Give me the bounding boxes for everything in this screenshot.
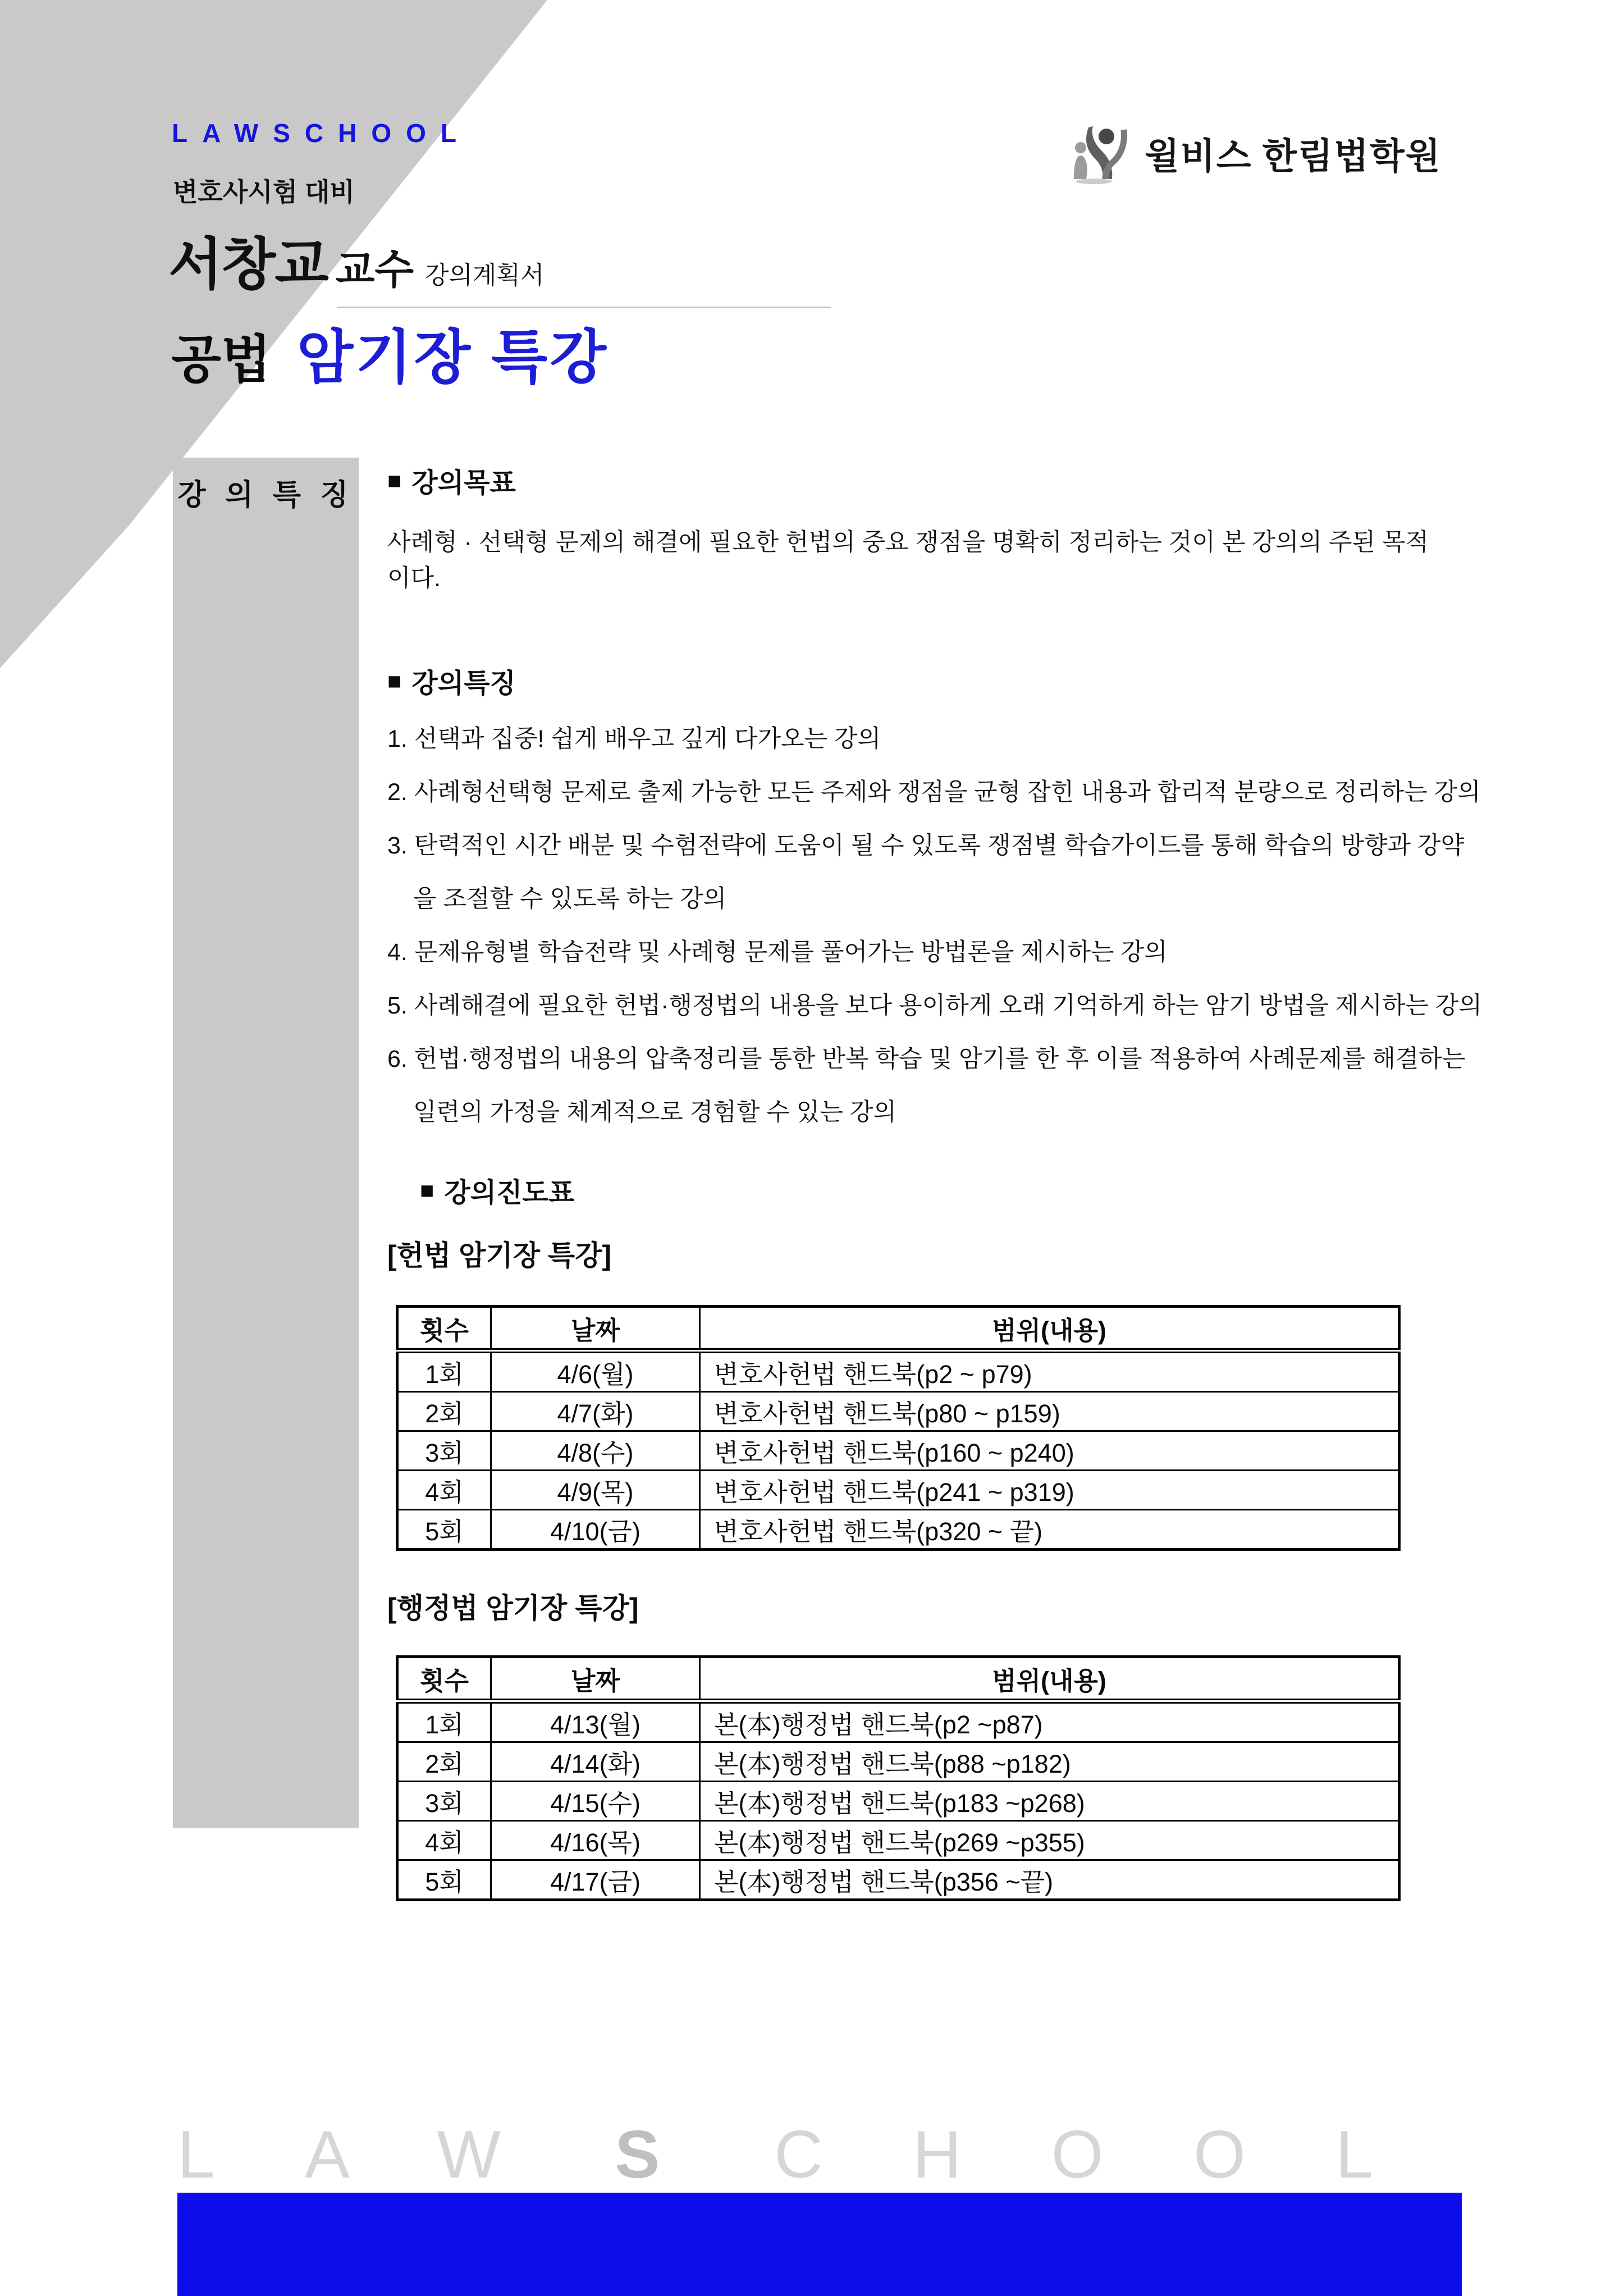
feature-line: 4. 문제유형별 학습전략 및 사례형 문제를 풀어가는 방법론을 제시하는 강의 bbox=[387, 939, 1168, 966]
table-row bbox=[397, 1782, 1399, 1821]
people-figures-logo-icon bbox=[1069, 121, 1137, 185]
feature-item bbox=[387, 979, 1483, 1033]
feature-item bbox=[387, 926, 1443, 979]
date-cell: 4/9(목) bbox=[491, 1471, 700, 1510]
table-row bbox=[397, 1431, 1399, 1471]
watermark-chool: CHOOL bbox=[774, 2117, 1463, 2192]
date-cell: 4/16(목) bbox=[491, 1821, 700, 1860]
course-title-row bbox=[171, 310, 609, 394]
lawschool-brand-text: LAWSCHOOL bbox=[172, 118, 471, 148]
lawschool-watermark bbox=[177, 2116, 1463, 2193]
square-bullet-icon: ■ bbox=[420, 1176, 434, 1203]
square-bullet-icon: ■ bbox=[387, 467, 402, 494]
column-header: 범위(내용) bbox=[700, 1657, 1399, 1701]
administrative-table-title: [행정법 암기장 특강] bbox=[387, 1592, 639, 1624]
goal-paragraph: 사례형 · 선택형 문제의 해결에 필요한 헌법의 중요 쟁점을 명확히 정리하는 것이 본 강의의 주된 목적이다. bbox=[387, 529, 1429, 592]
session-cell: 2회 bbox=[397, 1742, 491, 1782]
table-row bbox=[397, 1392, 1399, 1431]
administrative-progress-table bbox=[396, 1655, 1401, 1901]
section-heading-progress bbox=[420, 1171, 1443, 1209]
table-row bbox=[397, 1351, 1399, 1392]
professor-row bbox=[168, 219, 544, 300]
academy-logo bbox=[1069, 121, 1442, 185]
date-cell: 4/7(화) bbox=[491, 1392, 700, 1431]
table-row bbox=[397, 1471, 1399, 1510]
square-bullet-icon: ■ bbox=[387, 667, 402, 694]
professor-title: 교수 bbox=[335, 248, 414, 293]
range-cell: 본(本)행정법 핸드북(p183 ~p268) bbox=[700, 1782, 1399, 1821]
date-cell: 4/15(수) bbox=[491, 1782, 700, 1821]
section-heading-goal bbox=[387, 461, 1443, 500]
feature-item bbox=[387, 819, 1465, 926]
column-header: 횟수 bbox=[397, 1307, 491, 1351]
session-cell: 3회 bbox=[397, 1782, 491, 1821]
watermark-law: LAW bbox=[177, 2117, 591, 2192]
range-cell: 변호사헌법 핸드북(p160 ~ p240) bbox=[700, 1431, 1399, 1471]
constitution-table-title: [헌법 암기장 특강] bbox=[387, 1240, 612, 1271]
table-row bbox=[397, 1860, 1399, 1900]
progress-heading-label: 강의진도표 bbox=[444, 1178, 575, 1208]
course-title: 암기장 특강 bbox=[296, 325, 609, 390]
table-row bbox=[397, 1510, 1399, 1550]
date-cell: 4/8(수) bbox=[491, 1431, 700, 1471]
course-subject: 공법 bbox=[171, 331, 271, 389]
date-cell: 4/10(금) bbox=[491, 1510, 700, 1550]
watermark-s: S bbox=[615, 2117, 750, 2192]
section-heading-features bbox=[387, 661, 1443, 700]
column-header: 횟수 bbox=[397, 1657, 491, 1701]
features-heading-label: 강의특징 bbox=[411, 669, 516, 699]
session-cell: 4회 bbox=[397, 1821, 491, 1860]
header-divider bbox=[337, 307, 831, 308]
session-cell: 1회 bbox=[397, 1701, 491, 1742]
side-panel-label: 강 의 특 징 bbox=[177, 479, 354, 512]
date-cell: 4/6(월) bbox=[491, 1351, 700, 1392]
feature-line: 3. 탄력적인 시간 배분 및 수험전략에 도움이 될 수 있도록 쟁점별 학습가이드를 통해 학습의 방향과 강약 bbox=[387, 832, 1465, 859]
table-header-row bbox=[397, 1307, 1399, 1351]
date-cell: 4/14(화) bbox=[491, 1742, 700, 1782]
bottom-blue-bar bbox=[177, 2193, 1462, 2296]
range-cell: 변호사헌법 핸드북(p80 ~ p159) bbox=[700, 1392, 1399, 1431]
table-row bbox=[397, 1701, 1399, 1742]
feature-item bbox=[387, 766, 1481, 819]
feature-line: 일련의 가정을 체계적으로 경험할 수 있는 강의 bbox=[413, 1099, 896, 1126]
goal-heading-label: 강의목표 bbox=[411, 468, 516, 498]
column-header: 범위(내용) bbox=[700, 1307, 1399, 1351]
feature-item bbox=[387, 713, 1443, 766]
feature-line: 5. 사례해결에 필요한 헌법·행정법의 내용을 보다 용이하게 오래 기억하게 하는 암기 방법을 제시하는 강의 bbox=[387, 992, 1483, 1019]
lecture-features-side-panel bbox=[173, 458, 359, 1828]
feature-line: 을 조절할 수 있도록 하는 강의 bbox=[413, 885, 727, 912]
range-cell: 변호사헌법 핸드북(p320 ~ 끝) bbox=[700, 1510, 1399, 1550]
range-cell: 변호사헌법 핸드북(p2 ~ p79) bbox=[700, 1351, 1399, 1392]
session-cell: 2회 bbox=[397, 1392, 491, 1431]
academy-logo-text: 윌비스 한림법학원 bbox=[1145, 136, 1442, 176]
date-cell: 4/17(금) bbox=[491, 1860, 700, 1900]
session-cell: 1회 bbox=[397, 1351, 491, 1392]
feature-line: 1. 선택과 집중! 쉽게 배우고 깊게 다가오는 강의 bbox=[387, 725, 881, 752]
column-header: 날짜 bbox=[491, 1657, 700, 1701]
range-cell: 본(本)행정법 핸드북(p2 ~p87) bbox=[700, 1701, 1399, 1742]
table-row bbox=[397, 1821, 1399, 1860]
lecture-plan-label: 강의계획서 bbox=[424, 262, 545, 289]
session-cell: 5회 bbox=[397, 1510, 491, 1550]
range-cell: 본(本)행정법 핸드북(p88 ~p182) bbox=[700, 1742, 1399, 1782]
range-cell: 본(本)행정법 핸드북(p269 ~p355) bbox=[700, 1821, 1399, 1860]
professor-name: 서창교 bbox=[168, 233, 328, 296]
session-cell: 3회 bbox=[397, 1431, 491, 1471]
feature-item bbox=[387, 1033, 1466, 1139]
table-row bbox=[397, 1742, 1399, 1782]
feature-line: 6. 헌법·행정법의 내용의 압축정리를 통한 반복 학습 및 암기를 한 후 이를 적용하여 사례문제를 해결하는 bbox=[387, 1046, 1466, 1072]
session-cell: 4회 bbox=[397, 1471, 491, 1510]
range-cell: 변호사헌법 핸드북(p241 ~ p319) bbox=[700, 1471, 1399, 1510]
range-cell: 본(本)행정법 핸드북(p356 ~끝) bbox=[700, 1860, 1399, 1900]
session-cell: 5회 bbox=[397, 1860, 491, 1900]
constitution-progress-table bbox=[396, 1305, 1401, 1551]
features-list bbox=[387, 713, 1483, 1139]
main-content bbox=[387, 458, 1483, 1901]
column-header: 날짜 bbox=[491, 1307, 700, 1351]
date-cell: 4/13(월) bbox=[491, 1701, 700, 1742]
exam-prep-label: 변호사시험 대비 bbox=[173, 177, 355, 207]
feature-line: 2. 사례형선택형 문제로 출제 가능한 모든 주제와 쟁점을 균형 잡힌 내용과 합리적 분량으로 정리하는 강의 bbox=[387, 779, 1481, 806]
table-header-row bbox=[397, 1657, 1399, 1701]
